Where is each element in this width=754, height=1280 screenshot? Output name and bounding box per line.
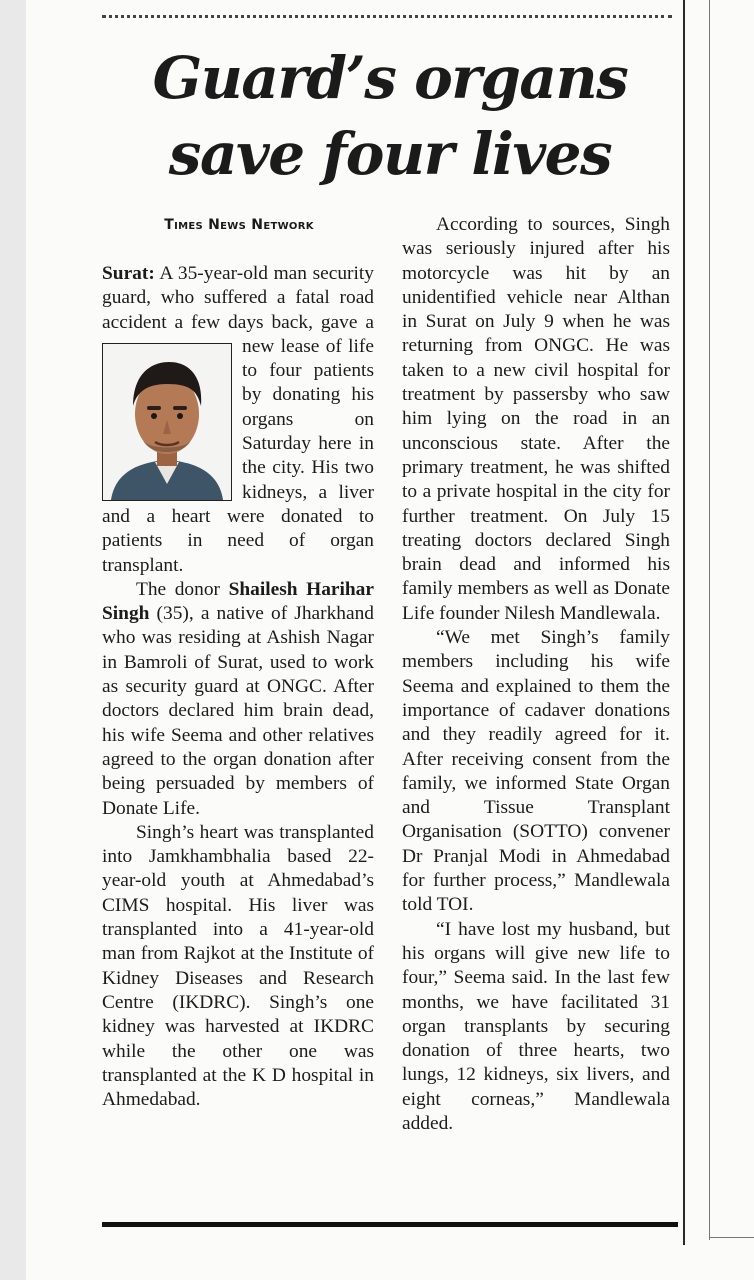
- paragraph-5: “We met Singh’s family members including his wife Seema and explained to them the importance of cadaver donations and they readily agreed for it. After receiving consent from the family, we informed State Organ and Tissue Transplant Organisation (SOTTO) convener Dr Pranjal Modi in Ahmedabad for further process,” Mandlewala told TOI.: [402, 627, 670, 916]
- headline-line-1: Guard’s organs: [152, 44, 628, 112]
- lead-paragraph: [102, 262, 374, 578]
- bottom-rule: [102, 1222, 678, 1227]
- paragraph-2: [102, 578, 374, 821]
- column-rule: [683, 0, 685, 1245]
- author-photo: [102, 343, 232, 501]
- lead-text-start: A 35-year-old man security guard, who suffered a fatal road accident a few days: [102, 263, 374, 333]
- paragraph-2-prefix: The donor: [136, 578, 229, 600]
- headline: [102, 40, 678, 192]
- adjacent-column-bottom: [709, 1237, 754, 1238]
- paragraph-4: According to sources, Singh was seriously injured after his motorcycle was hit by an unidentified vehicle near Althan in Surat on July 9 when he was returning from ONGC. He was taken to a new civil hospital for treatment by passersby who saw him lying on the road in an unconscious state. After the primary treatment, he was shifted to a private hospital in the city for further treatment. On July 15 treating doctors declared Singh brain dead and informed his family members as well as Donate Life founder Nilesh Mandlewala.: [402, 214, 670, 624]
- lead-text-rest: back, gave a new lease of life to four patients by donating his organs on Saturday here in the city. His two kidneys, a liver and a heart were donated to patients in need of organ transplant.: [102, 311, 374, 576]
- dateline: Surat:: [102, 263, 155, 284]
- byline: Times News Network: [164, 217, 314, 233]
- donor-name: Shailesh Harihar Singh: [102, 578, 374, 625]
- adjacent-column-border: [709, 0, 710, 1240]
- portrait-image: [103, 344, 231, 500]
- paragraph-6: “I have lost my husband, but his organs will give new life to four,” Seema said. In the last few months, we have facilitated 31 organ transplants by securing donation of three hearts, two lungs, 12 kidneys, six livers, and eight corneas,” Mandlewala added.: [402, 918, 670, 1134]
- left-gutter: [0, 0, 26, 1280]
- paragraph-3: Singh’s heart was transplanted into Jamkhambhalia based 22-year-old youth at Ahmedabad’s CIMS hospital. His liver was transplanted into a 41-year-old man from Rajkot at the Institute of Kidney Diseases and Research Centre (IKDRC). Singh’s one kidney was harvested at IKDRC while the other one was transplanted at the K D hospital in Ahmedabad.: [102, 821, 374, 1111]
- headline-line-2: save four lives: [168, 120, 612, 188]
- article-column-1: [102, 262, 374, 1112]
- paragraph-2-text: (35), a native of Jharkhand who was residing at Ashish Nagar in Bamroli of Surat, used to work as security guard at ONGC. After doctors declared him brain dead, his wife Seema and other relatives agreed to the organ donation after being persuaded by members of Donate Life.: [102, 603, 374, 819]
- dotted-top-rule: [102, 15, 672, 18]
- article-column-2: [402, 213, 670, 1136]
